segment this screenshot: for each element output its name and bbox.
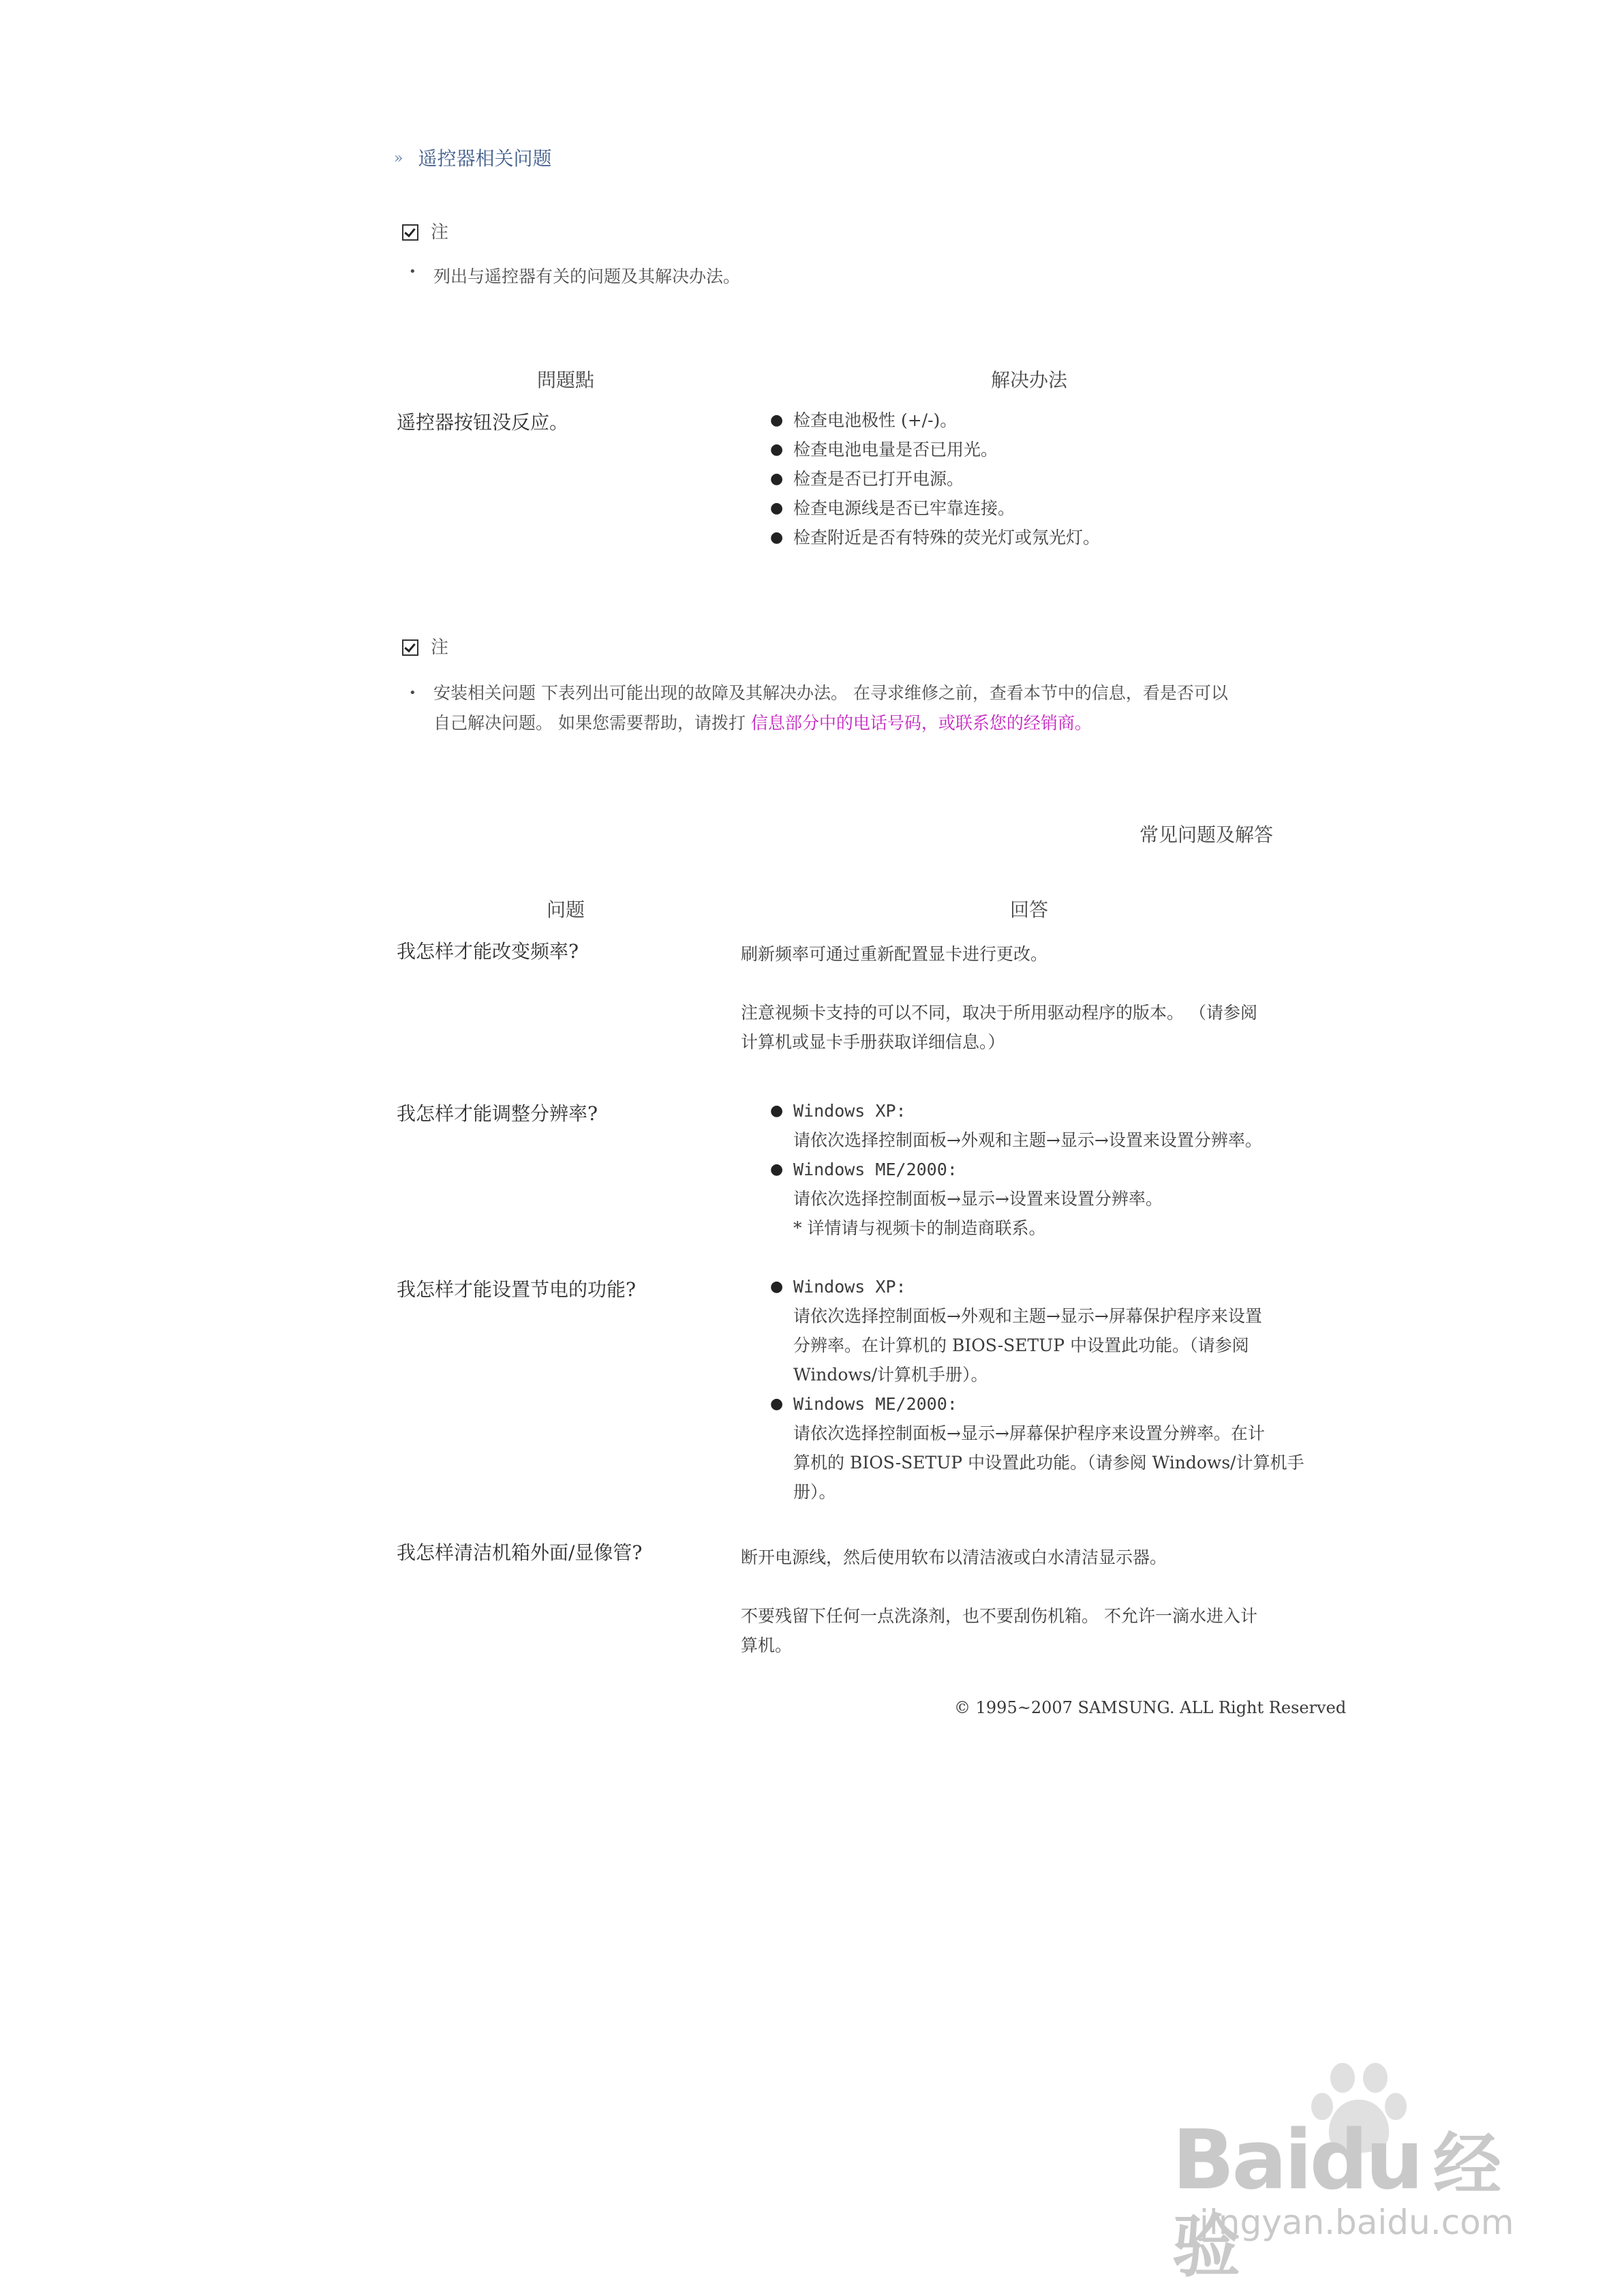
bullet-icon: ● xyxy=(770,441,784,458)
contact-link[interactable]: 信息部分中的电话号码，或联系您的经销商。 xyxy=(750,713,1092,733)
bullet-icon: ● xyxy=(770,1395,784,1413)
col-header-solution: 解决办法 xyxy=(990,369,1067,391)
faq-heading: 常见问题及解答 xyxy=(1139,824,1273,846)
faq-question-1: 我怎样才能改变频率? xyxy=(397,940,579,963)
faq-answer-4: 断开电源线，然后使用软布以清洁液或白水清洁显示器。 不要残留下任何一点洗涤剂，也不要刮伤机箱。 不允许一滴水进入计 算机。 xyxy=(741,1547,1257,1655)
list-item: ● 检查电源线是否已牢靠连接。 xyxy=(770,494,1100,523)
chevron-right-icon: » xyxy=(394,150,403,168)
faq-answer-2: ● Windows XP: 请依次选择控制面板→外观和主题→显示→设置来设置分辨率。 ● Windows ME/2000: 请依次选择控制面板→显示→设置来设置分辨率。 * 详情请与视频卡的制造商联系。 xyxy=(770,1096,1262,1243)
checkbox-icon xyxy=(402,639,418,656)
list-item: ● 检查电池电量是否已用光。 xyxy=(770,435,1100,464)
bullet-icon: ● xyxy=(770,1161,784,1178)
baidu-watermark: Baidu 经验 jingyan.baidu.com xyxy=(1159,2059,1554,2243)
bullet-icon: ● xyxy=(770,529,784,546)
checkbox-icon xyxy=(402,224,418,241)
bullet-icon: ● xyxy=(770,470,784,487)
list-item: ● Windows ME/2000: xyxy=(770,1389,1304,1419)
list-item: ● Windows XP: xyxy=(770,1096,1262,1126)
bullet-icon: ● xyxy=(770,500,784,517)
solution-list xyxy=(770,406,1100,552)
list-item: ● 检查是否已打开电源。 xyxy=(770,464,1100,494)
col-header-question: 问题 xyxy=(546,898,585,921)
note-label-2: 注 xyxy=(402,633,448,663)
bullet-icon: ● xyxy=(770,412,784,429)
list-item: ● 检查电池极性 (+/-)。 xyxy=(770,406,1100,435)
bullet-icon: ● xyxy=(770,1102,784,1119)
note-label-1: 注 xyxy=(402,217,448,248)
note-bullet-2: • 安装相关问题 下表列出可能出现的故障及其解决办法。 在寻求维修之前，查看本节中的信息，看是否可以 自己解决问题。 如果您需要帮助，请拨打 信息部分中的电话号码，或联系您的经销商。 xyxy=(402,678,1228,738)
faq-question-4: 我怎样清洁机箱外面/显像管? xyxy=(397,1541,643,1564)
faq-answer-1: 刷新频率可通过重新配置显卡进行更改。 注意视频卡支持的可以不同，取决于所用驱动程序的版本。 （请参阅 计算机或显卡手册获取详细信息。） xyxy=(741,944,1257,1052)
list-item: ● 检查附近是否有特殊的荧光灯或氖光灯。 xyxy=(770,523,1100,552)
section-title-remote[interactable] xyxy=(394,142,551,175)
faq-answer-3: ● Windows XP: 请依次选择控制面板→外观和主题→显示→屏幕保护程序来设置 分辨率。在计算机的 BIOS-SETUP 中设置此功能。（请参阅 Windows/计算机手册）。 ● Windows ME/2000: 请依次选择控制面板→显示→屏幕保护程序来设置分辨率。在计 算机的 BIOS-SETUP 中设置此功能。（请参阅 Windows/计算机手 册）。 xyxy=(770,1272,1304,1507)
bullet-icon: • xyxy=(409,686,416,700)
col-header-problem: 問題點 xyxy=(536,369,594,391)
list-item: ● Windows ME/2000: xyxy=(770,1155,1262,1184)
section-title-text: 遥控器相关问题 xyxy=(418,147,552,170)
problem-text: 遥控器按钮没反应。 xyxy=(397,411,569,434)
bullet-icon: ● xyxy=(770,1278,784,1295)
note-bullet-1: • 列出与遥控器有关的问题及其解决办法。 xyxy=(402,262,740,291)
faq-question-3: 我怎样才能设置节电的功能? xyxy=(397,1278,637,1301)
col-header-answer: 回答 xyxy=(1009,898,1048,921)
copyright: © 1995~2007 SAMSUNG. ALL Right Reserved xyxy=(954,1698,1347,1717)
faq-question-2: 我怎样才能调整分辨率? xyxy=(397,1102,598,1125)
bullet-icon: • xyxy=(409,265,416,279)
list-item: ● Windows XP: xyxy=(770,1272,1304,1301)
